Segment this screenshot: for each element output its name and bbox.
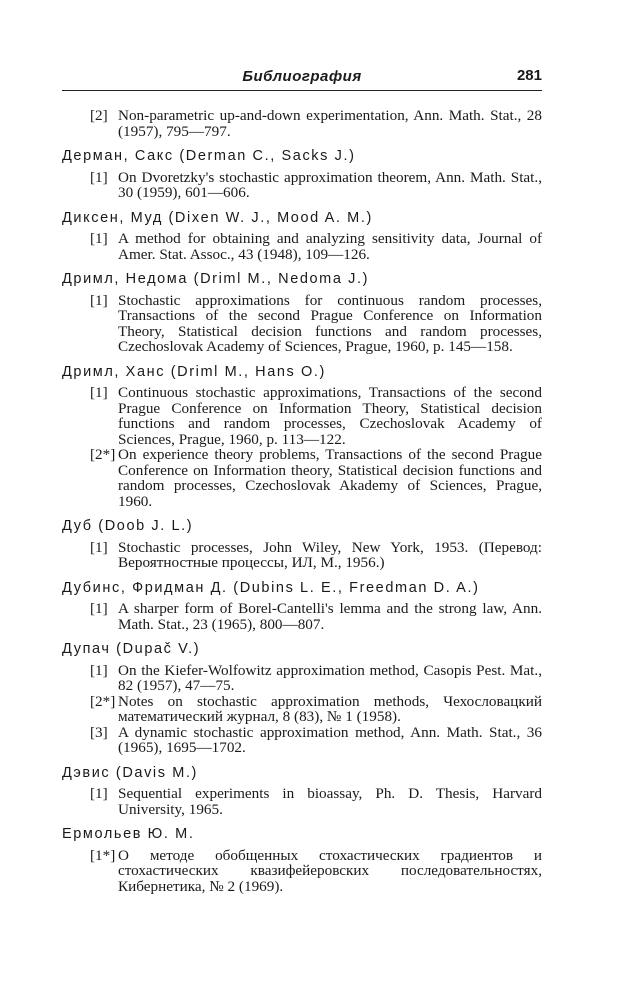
entry-number: [1] <box>90 384 108 401</box>
author-heading: Дубинс, Фридман Д. (Dubins L. E., Freedman D. A.) <box>62 579 480 596</box>
bib-entry <box>62 293 542 355</box>
bib-entry <box>62 725 542 756</box>
entry-number: [2] <box>90 107 108 124</box>
author-heading: Диксен, Муд (Dixen W. J., Mood A. M.) <box>62 209 373 226</box>
entry-text: О методе обобщенных стохастических градиентов и стохастических квазифейеровских последовательностях, Кибернетика, № 2 (1969). <box>118 846 542 895</box>
entry-number: [2*] <box>90 692 116 710</box>
entry-text: Sequential experiments in bioassay, Ph. D. Thesis, Harvard University, 1965. <box>118 785 542 818</box>
bib-entry <box>62 385 542 447</box>
bib-entry <box>62 540 542 571</box>
running-head: Библиография <box>242 68 362 85</box>
entry-text: On experience theory problems, Transactions of the second Prague Conference on Information theory, Statistical decision functions and random processes, Czechoslovak Akademy of Sciences, Prague, 1960. <box>118 446 542 510</box>
entry-number: [1] <box>90 230 108 247</box>
bib-entry <box>62 694 542 725</box>
author-heading: Дупач (Dupač V.) <box>62 641 201 657</box>
entry-number: [1] <box>90 600 108 617</box>
entry-number: [1] <box>90 168 108 186</box>
author-heading: Дуб (Doob J. L.) <box>62 518 194 534</box>
bib-entry <box>62 447 542 509</box>
author-heading: Дерман, Сакс (Derman C., Sacks J.) <box>62 148 356 164</box>
entry-number: [2*] <box>90 446 116 463</box>
entry-number: [1] <box>90 661 108 679</box>
entry-number: [3] <box>90 723 108 741</box>
entry-number: [1] <box>90 785 108 802</box>
bib-entry <box>62 786 542 817</box>
author-heading: Ермольев Ю. М. <box>62 826 195 842</box>
bibliography-content <box>62 108 542 894</box>
entry-text: Continuous stochastic approximations, Transactions of the second Prague Conference on Information Theory, Statistical decision functions and random processes, Czechoslovak Academy of Sciences, Prague, 1960, p. 113—122. <box>118 384 542 448</box>
entry-number: [1*] <box>90 846 116 864</box>
author-heading: Дримл, Недома (Driml M., Nedoma J.) <box>62 271 370 287</box>
entry-text: Stochastic approximations for continuous random processes, Transactions of the second Prague Conference on Information Theory, Statistical decision functions and random processes, Czechoslovak Academy of Sciences, Prague, 1960, p. 145—158. <box>118 291 542 355</box>
bib-entry <box>62 170 542 201</box>
bib-entry <box>62 231 542 262</box>
entry-text: A sharper form of Borel-Cantelli's lemma and the strong law, Ann. Math. Stat., 23 (1965), 800—807. <box>118 600 542 633</box>
entry-text: Notes on stochastic approximation methods, Чехословацкий математический журнал, 8 (83), № 1 (1958). <box>118 692 542 725</box>
entry-text: On Dvoretzky's stochastic approximation theorem, Ann. Math. Stat., 30 (1959), 601—606. <box>118 168 542 201</box>
entry-text: On the Kiefer-Wolfowitz approximation method, Casopis Pest. Mat., 82 (1957), 47—75. <box>118 661 542 694</box>
entry-number: [1] <box>90 538 108 556</box>
bib-entry <box>62 663 542 694</box>
author-heading: Дэвис (Davis M.) <box>62 764 198 781</box>
page-number: 281 <box>516 67 542 84</box>
entry-text: Non-parametric up-and-down experimentation, Ann. Math. Stat., 28 (1957), 795—797. <box>118 107 542 140</box>
entry-text: Stochastic processes, John Wiley, New York, 1953. (Перевод: Вероятностные процессы, ИЛ, М., 1956.) <box>118 538 542 571</box>
author-heading: Дримл, Ханс (Driml M., Hans O.) <box>62 363 326 380</box>
page-header <box>62 64 542 91</box>
bib-entry <box>62 601 542 632</box>
bib-entry <box>62 848 542 895</box>
entry-text: A dynamic stochastic approximation method, Ann. Math. Stat., 36 (1965), 1695—1702. <box>118 723 542 756</box>
bib-entry <box>62 108 542 139</box>
entry-number: [1] <box>90 291 108 309</box>
entry-text: A method for obtaining and analyzing sensitivity data, Journal of Amer. Stat. Assoc., 43 (1948), 109—126. <box>118 230 542 263</box>
